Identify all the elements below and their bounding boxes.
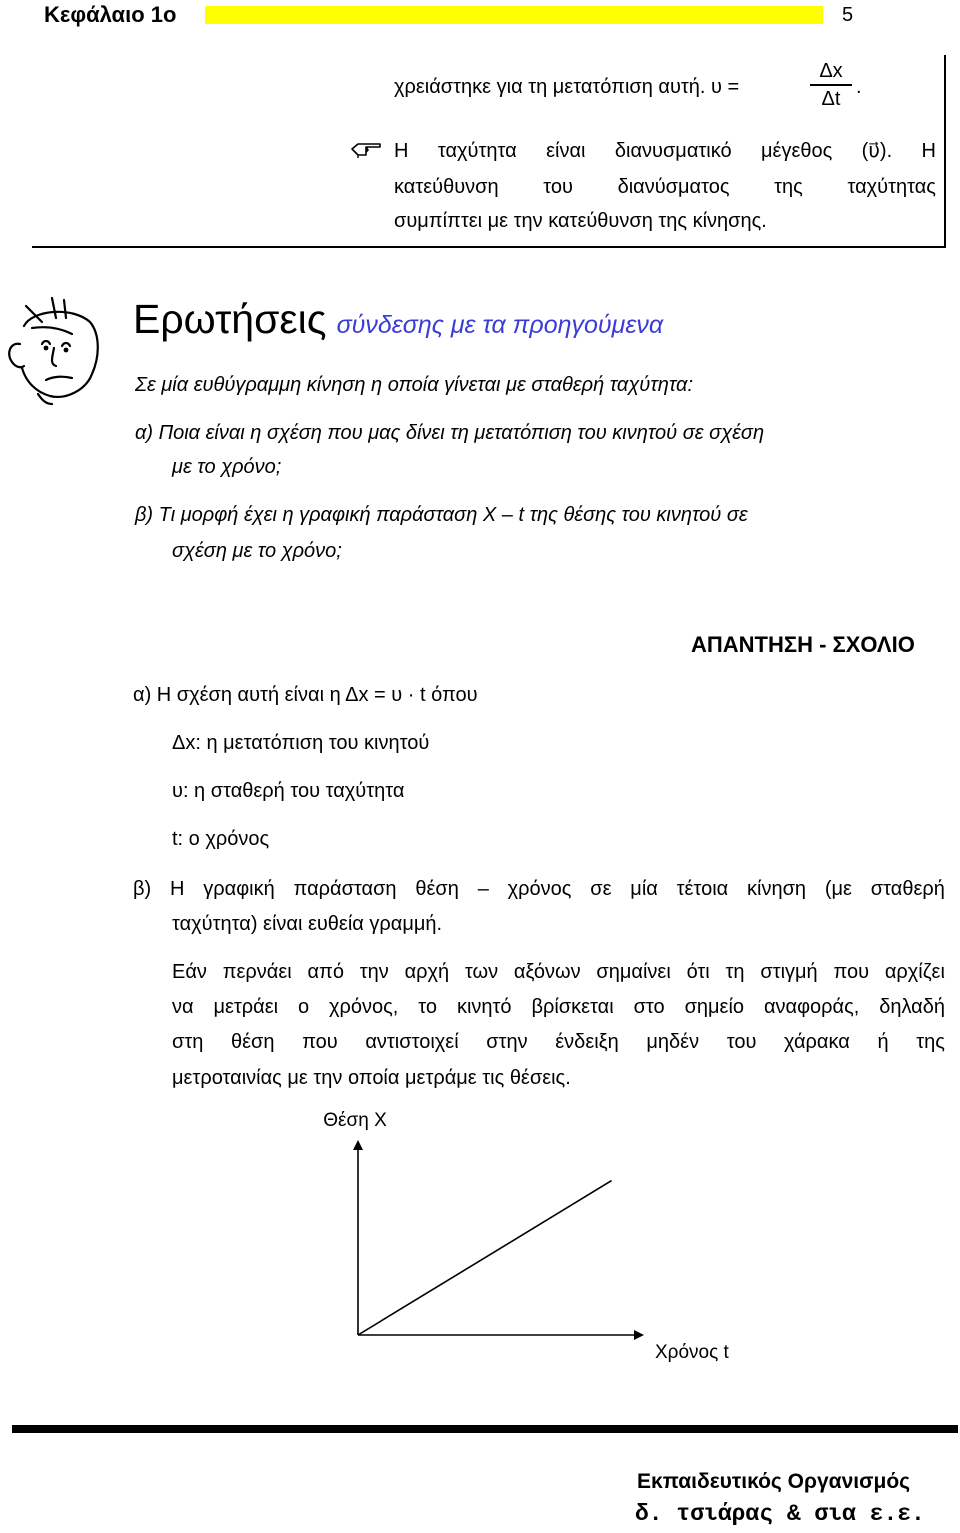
- word: την: [359, 961, 389, 983]
- word: στιγμή: [760, 961, 818, 983]
- word: παράσταση: [293, 878, 397, 900]
- answer-b-line1: [133, 872, 945, 906]
- y-axis-label: Θέση Χ: [323, 1110, 387, 1131]
- word: Η: [921, 140, 936, 162]
- word: Η: [394, 140, 409, 162]
- word: σημαίνει: [596, 961, 671, 983]
- velocity-definition-text: χρειάστηκε για τη μετατόπιση αυτή. υ =: [394, 76, 740, 98]
- questions-title: [133, 296, 663, 343]
- word: σε: [590, 878, 612, 900]
- word: σταθερή: [870, 878, 945, 900]
- word: στην: [486, 1031, 528, 1053]
- page-number: 5: [842, 4, 854, 26]
- word: ταχύτητα: [437, 140, 517, 162]
- word: θέση: [231, 1031, 275, 1053]
- word: χρόνος,: [329, 996, 399, 1018]
- questions-heading: Ερωτήσεις: [133, 296, 327, 342]
- word: ένδειξη: [555, 1031, 619, 1053]
- word: χάρακα: [784, 1031, 850, 1053]
- word: που: [302, 1031, 338, 1053]
- fraction-period: .: [856, 76, 862, 98]
- origin-paragraph-line1: [172, 955, 945, 989]
- hand-pointing-icon: [350, 136, 382, 162]
- word: τη: [725, 961, 745, 983]
- fraction-denominator: Δt: [821, 88, 841, 110]
- word: β): [133, 878, 152, 900]
- word: δηλαδή: [879, 996, 945, 1018]
- answer-b-line2: ταχύτητα) είναι ευθεία γραμμή.: [172, 913, 443, 935]
- word: αντιστοιχεί: [365, 1031, 459, 1053]
- questions-intro: Σε μία ευθύγραμμη κίνηση η οποία γίνεται με σταθερή ταχύτητα:: [135, 374, 693, 396]
- word: (με: [824, 878, 852, 900]
- vector-paragraph-line1: [394, 134, 936, 168]
- word: αναφοράς,: [763, 996, 860, 1018]
- word: βρίσκεται: [531, 996, 614, 1018]
- position-time-line: [358, 1181, 612, 1335]
- question-a-line1: α) Ποια είναι η σχέση που μας δίνει τη μετατόπιση του κινητού σε σχέση: [135, 422, 765, 444]
- word: χρόνος: [507, 878, 572, 900]
- word: ο: [298, 996, 310, 1018]
- origin-paragraph-line2: [172, 990, 945, 1024]
- series-group: [358, 1181, 612, 1335]
- word: περνάει: [222, 961, 292, 983]
- word: αρχή: [404, 961, 450, 983]
- word: κινητό: [456, 996, 512, 1018]
- word: μηδέν: [646, 1031, 700, 1053]
- velocity-fraction: [810, 58, 852, 112]
- vector-symbol: (υ⃗).: [861, 140, 893, 162]
- word: στο: [633, 996, 665, 1018]
- question-a-line2: με το χρόνο;: [172, 456, 282, 478]
- word: –: [477, 878, 489, 900]
- definition-u: υ: η σταθερή του ταχύτητα: [172, 780, 405, 802]
- word: γραφική: [203, 878, 275, 900]
- word: αρχίζει: [884, 961, 945, 983]
- footer-rule: [12, 1425, 958, 1433]
- vector-paragraph-line2: [394, 170, 936, 204]
- word: αξόνων: [513, 961, 581, 983]
- box-right-border: [944, 55, 946, 247]
- word: του: [543, 176, 573, 198]
- questions-subtitle: σύνδεσης με τα προηγούμενα: [336, 311, 664, 339]
- word: κατεύθυνση: [394, 176, 499, 198]
- origin-paragraph-line3: [172, 1025, 945, 1059]
- word: τέτοια: [676, 878, 729, 900]
- word: ή: [877, 1031, 889, 1053]
- answer-heading: ΑΠΑΝΤΗΣΗ - ΣΧΟΛΙΟ: [691, 632, 915, 657]
- word: το: [418, 996, 438, 1018]
- word: διανυσματικό: [614, 140, 732, 162]
- definition-t: t: ο χρόνος: [172, 828, 270, 850]
- word: Η: [169, 878, 185, 900]
- vector-paragraph-line3: συμπίπτει με την κατεύθυνση της κίνησης.: [394, 210, 767, 232]
- word: Εάν: [172, 961, 207, 983]
- word: του: [726, 1031, 757, 1053]
- question-b-line1: β) Τι μορφή έχει η γραφική παράσταση Χ – t της θέσης του κινητού σε: [135, 504, 748, 526]
- box-bottom-border: [32, 246, 946, 248]
- word: της: [774, 176, 803, 198]
- word: στη: [172, 1031, 204, 1053]
- origin-paragraph-line4: μετροταινίας με την οποία μετράμε τις θέσεις.: [172, 1067, 571, 1089]
- x-axis-label: Χρόνος t: [655, 1342, 729, 1363]
- definition-dx: Δx: η μετατόπιση του κινητού: [172, 732, 430, 754]
- word: διανύσματος: [617, 176, 730, 198]
- word: που: [833, 961, 870, 983]
- question-b-line2: σχέση με το χρόνο;: [172, 540, 342, 562]
- word: από: [307, 961, 344, 983]
- footer-company-name: δ. τσιάρας & σια ε.ε.: [635, 1501, 925, 1527]
- chapter-title: Κεφάλαιο 1ο: [44, 2, 177, 27]
- word: είναι: [546, 140, 586, 162]
- word: ταχύτητας: [847, 176, 936, 198]
- fraction-numerator: Δx: [819, 60, 843, 82]
- position-time-chart: [300, 1110, 760, 1380]
- velocity-definition-line: [394, 70, 739, 104]
- word: μία: [630, 878, 658, 900]
- word: μετράει: [213, 996, 279, 1018]
- word: μέγεθος: [761, 140, 833, 162]
- word: σημείο: [684, 996, 745, 1018]
- word: θέση: [415, 878, 459, 900]
- word: κίνηση: [747, 878, 807, 900]
- word: να: [172, 996, 194, 1018]
- header-highlight-bar: [205, 6, 823, 24]
- answer-a-line: α) Η σχέση αυτή είναι η Δx = υ · t όπου: [133, 684, 478, 706]
- word: ότι: [686, 961, 710, 983]
- word: των: [464, 961, 499, 983]
- footer-organization: Εκπαιδευτικός Οργανισμός: [637, 1470, 911, 1493]
- word: της: [916, 1031, 945, 1053]
- thinking-face-icon: [2, 296, 110, 406]
